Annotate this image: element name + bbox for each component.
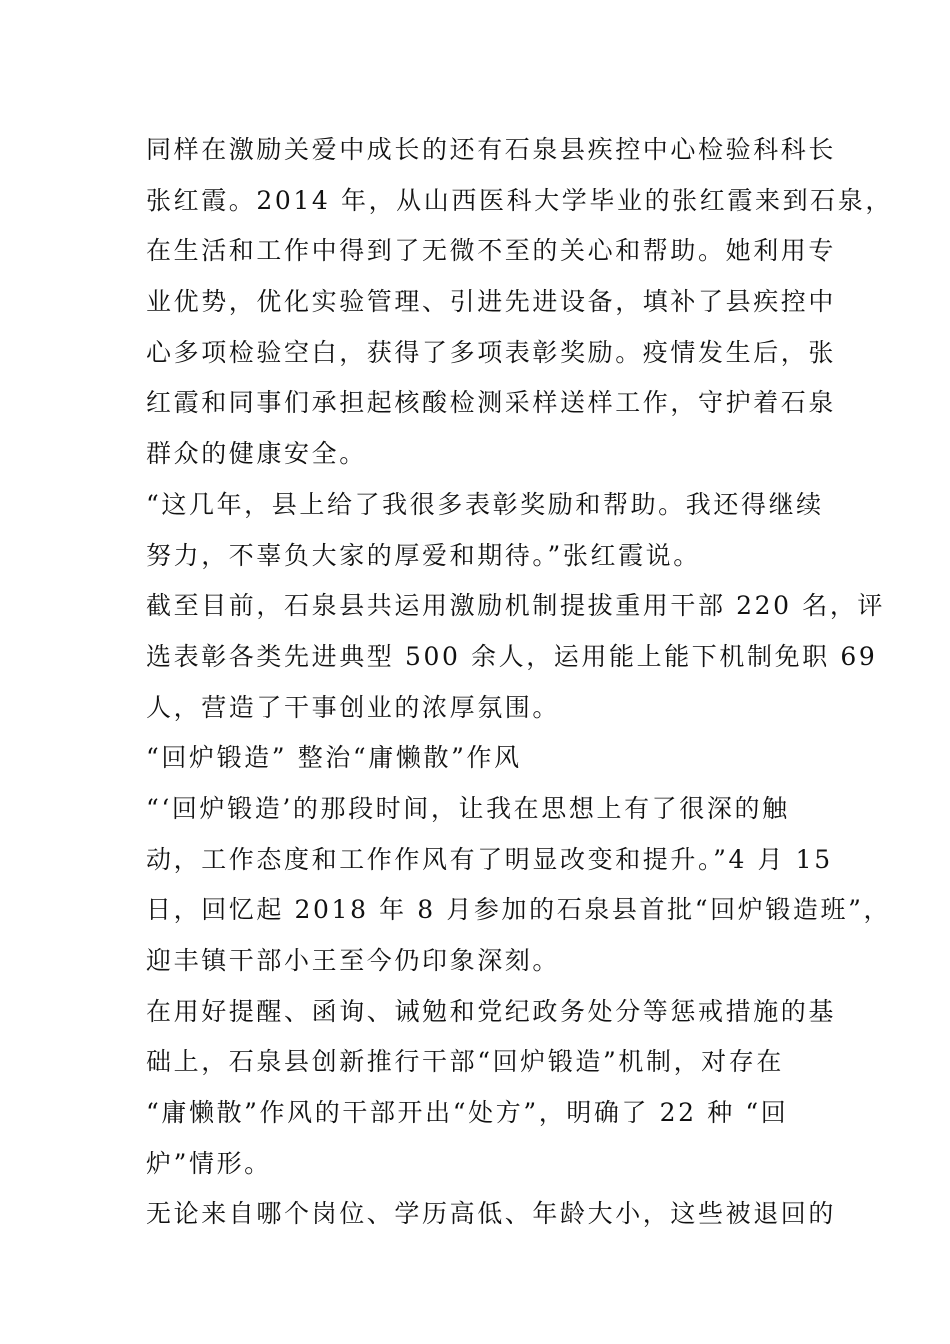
text-line: 张红霞。2014 年，从山西医科大学毕业的张红霞来到石泉，: [146, 185, 893, 215]
text-line: “这几年，县上给了我很多表彰奖励和帮助。我还得继续: [146, 489, 824, 519]
text-line: 在生活和工作中得到了无微不至的关心和帮助。她利用专: [146, 236, 837, 266]
text-line: 同样在激励关爱中成长的还有石泉县疾控中心检验科科长: [146, 135, 837, 164]
text-line: 业优势，优化实验管理、引进先进设备，填补了县疾控中: [146, 287, 837, 317]
text-line: 心多项检验空白，获得了多项表彰奖励。疫情发生后，张: [146, 337, 837, 367]
text-line: 动，工作态度和工作作风有了明显改变和提升。”4 月 15: [146, 844, 833, 874]
text-line: 努力，不辜负大家的厚爱和期待。”张红霞说。: [146, 540, 701, 570]
document-body: [146, 125, 893, 1240]
text-line: “‘回炉锻造’的那段时间，让我在思想上有了很深的触: [146, 793, 790, 823]
text-line: 截至目前，石泉县共运用激励机制提拔重用干部 220 名，评: [146, 591, 886, 621]
section-heading: “回炉锻造” 整治“庸懒散”作风: [146, 743, 522, 773]
text-line: 在用好提醒、函询、诫勉和党纪政务处分等惩戒措施的基: [146, 996, 837, 1026]
text-line: 迎丰镇干部小王至今仍印象深刻。: [146, 946, 561, 975]
text-line: 选表彰各类先进典型 500 余人，运用能上能下机制免职 69: [146, 641, 878, 671]
text-line: 人，营造了干事创业的浓厚氛围。: [146, 692, 561, 722]
text-line: 础上，石泉县创新推行干部“回炉锻造”机制，对存在: [146, 1047, 784, 1077]
text-line: 红霞和同事们承担起核酸检测采样送样工作，守护着石泉: [146, 388, 837, 418]
text-line: 日，回忆起 2018 年 8 月参加的石泉县首批“回炉锻造班”，: [146, 895, 892, 925]
text-line: 群众的健康安全。: [146, 439, 367, 469]
text-line: 炉”情形。: [146, 1148, 272, 1178]
text-line: 无论来自哪个岗位、学历高低、年龄大小，这些被退回的: [146, 1199, 837, 1229]
text-line: “庸懒散”作风的干部开出“处方”，明确了 22 种 “回: [146, 1098, 789, 1128]
